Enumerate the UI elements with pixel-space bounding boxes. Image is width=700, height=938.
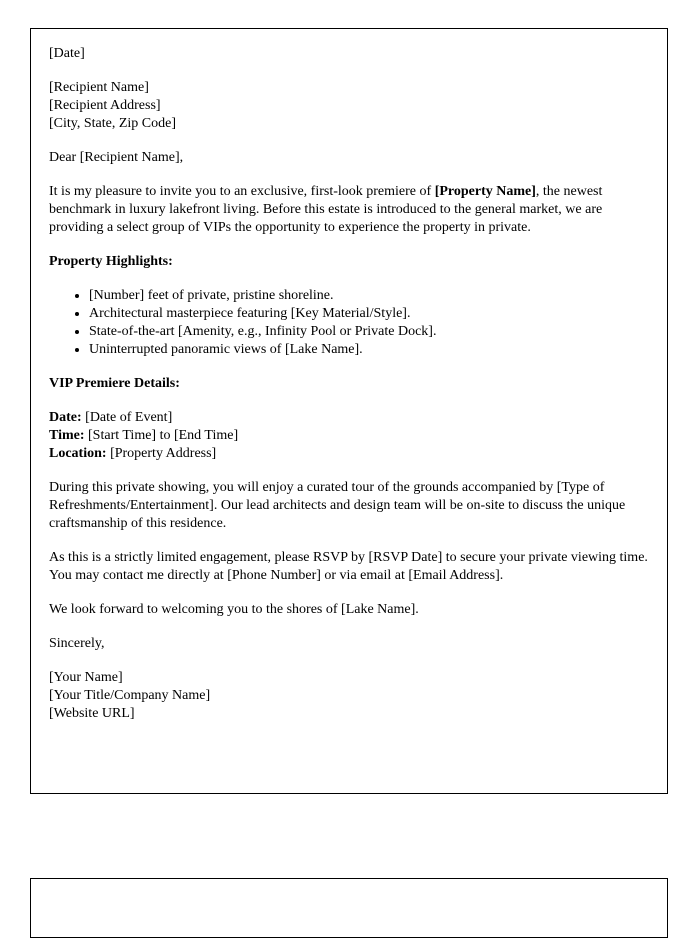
signature-block — [49, 669, 649, 723]
next-page-top-edge — [30, 878, 668, 938]
signature-block-line: [Website URL] — [49, 706, 135, 721]
recipient-block — [49, 79, 649, 133]
letter-page — [30, 28, 668, 794]
private-showing-paragraph — [49, 479, 649, 533]
letter-text: [Date of Event] — [81, 410, 173, 425]
highlight-list-item: • [Number] feet of private, pristine shoreline. — [89, 287, 649, 305]
placeholder-bold-text: [Property Name] — [434, 184, 536, 199]
signature-block-line: [Your Name] — [49, 670, 123, 685]
closing-paragraph — [49, 601, 649, 619]
signature-block-line: [Your Title/Company Name] — [49, 688, 211, 703]
placeholder-bold-text: Location: — [49, 446, 107, 461]
property-highlights-list — [49, 287, 649, 359]
letter-text: [Date] — [49, 46, 85, 61]
letter-text: [Property Address] — [106, 446, 217, 461]
highlight-list-item: • State-of-the-art [Amenity, e.g., Infinity Pool or Private Dock]. — [89, 323, 649, 341]
highlight-list-item: • Architectural masterpiece featuring [Key Material/Style]. — [89, 305, 649, 323]
letter-text: During this private showing, you will enjoy a curated tour of the grounds accompanied by [Type of Refreshments/Entertainment]. Our lead architects and design team will be on-site to discuss the unique craftsmanship of this residence. — [49, 480, 626, 531]
recipient-block-line: [Recipient Address] — [49, 98, 161, 113]
letter-text: We look forward to welcoming you to the shores of [Lake Name]. — [49, 602, 419, 617]
highlight-list-item: • Uninterrupted panoramic views of [Lake Name]. — [89, 341, 649, 359]
date-line — [49, 45, 649, 63]
letter-text: Sincerely, — [49, 636, 105, 651]
letter-text: Dear [Recipient Name], — [49, 150, 184, 165]
intro-paragraph — [49, 183, 649, 237]
event-details-block — [49, 409, 649, 463]
letter-body — [49, 45, 649, 723]
recipient-block-line: [Recipient Name] — [49, 80, 149, 95]
vip-premiere-details-heading: VIP Premiere Details: — [49, 376, 180, 391]
placeholder-bold-text: Time: — [49, 428, 85, 443]
letter-text: It is my pleasure to invite you to an exclusive, first-look premiere of — [49, 184, 435, 199]
letter-text: [Start Time] to [End Time] — [84, 428, 239, 443]
property-highlights-heading: Property Highlights: — [49, 254, 173, 269]
placeholder-bold-text: Date: — [49, 410, 82, 425]
recipient-block-line: [City, State, Zip Code] — [49, 116, 177, 131]
letter-text: , the newest benchmark in luxury lakefront living. Before this estate is introduced to the general market, we are providing a select group of VIPs the opportunity to experience the property in private. — [49, 184, 603, 235]
rsvp-paragraph — [49, 549, 649, 585]
sign-off — [49, 635, 649, 653]
letter-text: As this is a strictly limited engagement, please RSVP by [RSVP Date] to secure your private viewing time. You may contact me directly at [Phone Number] or via email at [Email Address]. — [49, 550, 648, 583]
salutation — [49, 149, 649, 167]
